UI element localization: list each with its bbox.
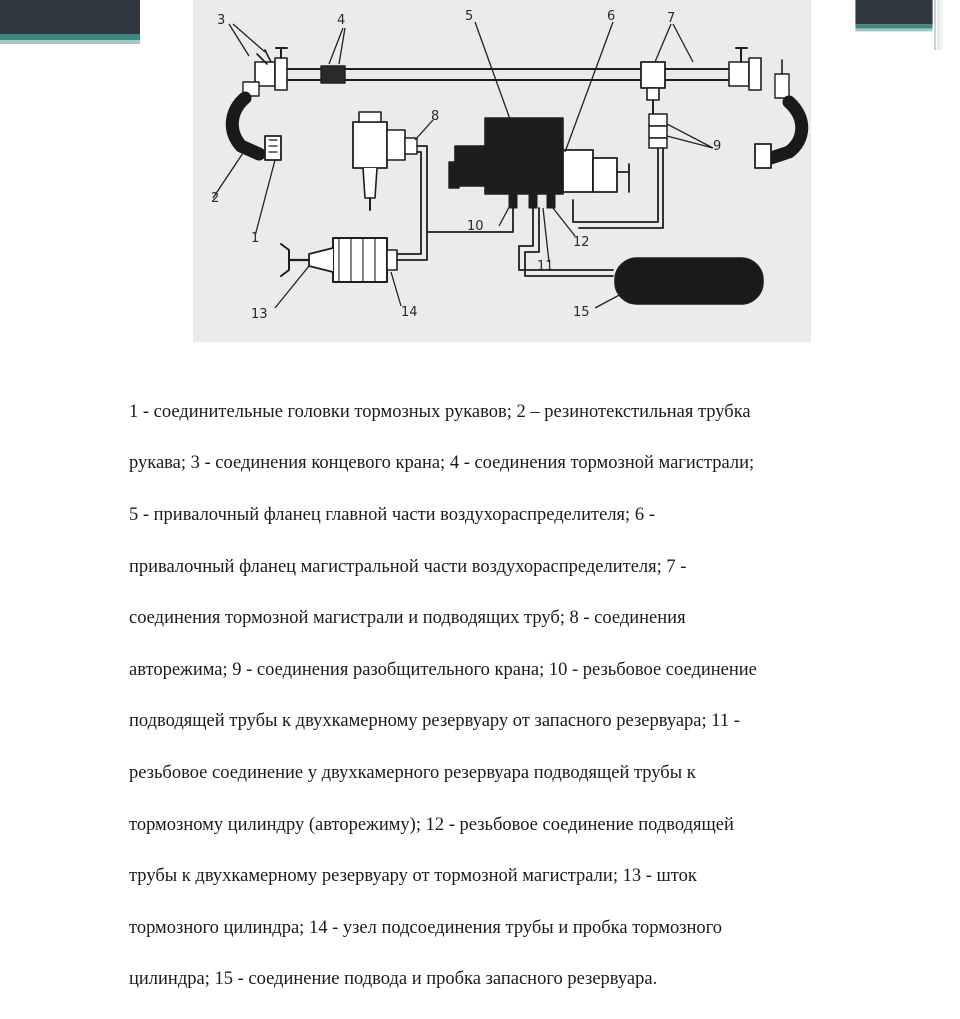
air-distributor <box>449 118 629 208</box>
main-pipe-joint <box>321 66 345 83</box>
callout-label: 10 <box>467 219 484 234</box>
brake-system-drawing <box>193 0 811 342</box>
left-coupling-head <box>265 136 281 160</box>
caption-line: рукава; 3 - соединения концевого крана; 4 - соединения тормозной магистрали; <box>129 453 755 474</box>
callout-label: 14 <box>401 305 418 320</box>
callout-label: 11 <box>537 259 554 274</box>
corner-dark-band <box>0 0 140 34</box>
diagram-caption <box>129 374 941 1019</box>
callout-label: 5 <box>465 9 474 24</box>
corner-light-band <box>855 29 932 32</box>
reservoir-supply-pipe <box>519 208 613 270</box>
callout-label: 12 <box>573 235 590 250</box>
isolating-cock <box>649 100 667 148</box>
caption-line: тормозному цилиндру (авторежиму); 12 - резьбовое соединение подводящей <box>129 814 734 835</box>
callout-label: 3 <box>217 13 226 28</box>
caption-line: соединения тормозной магистрали и подводящих труб; 8 - соединения <box>129 608 686 629</box>
callout-label: 13 <box>251 307 268 322</box>
caption-line: 1 - соединительные головки тормозных рукавов; 2 – резинотекстильная трубка <box>129 401 751 422</box>
load-sensing-valve <box>353 112 417 210</box>
caption-line: тормозного цилиндра; 14 - узел подсоединения трубы и пробка тормозного <box>129 917 723 938</box>
corner-dark-band <box>855 0 932 24</box>
brake-cylinder <box>281 238 397 282</box>
callout-label: 2 <box>211 191 220 206</box>
corner-stripe <box>938 0 940 50</box>
caption-line: трубы к двухкамерному резервуару от тормозной магистрали; 13 - шток <box>129 866 697 887</box>
callout-label: 8 <box>431 109 440 124</box>
callout-label: 4 <box>337 13 346 28</box>
corner-stripe <box>934 0 936 50</box>
left-brake-hose <box>232 98 259 154</box>
callout-label: 9 <box>713 139 722 154</box>
spare-reservoir <box>615 258 763 304</box>
caption-line: цилиндра; 15 - соединение подвода и пробка запасного резервуара. <box>129 969 658 990</box>
caption-line: подводящей трубы к двухкамерному резервуару от запасного резервуара; 11 - <box>129 711 740 732</box>
caption-line: 5 - привалочный фланец главной части воздухораспределителя; 6 - <box>129 504 655 525</box>
callout-label: 6 <box>607 9 616 24</box>
right-end-cock <box>729 48 789 98</box>
corner-light-band <box>0 40 140 44</box>
callout-label: 1 <box>251 231 260 246</box>
slide-corner-decoration-right <box>838 0 960 50</box>
corner-stripe <box>940 0 942 50</box>
right-coupling-head <box>755 144 771 168</box>
right-tee-fitting <box>641 62 665 100</box>
callout-label: 15 <box>573 305 590 320</box>
caption-line: резьбовое соединение у двухкамерного резервуара подводящей трубы к <box>129 762 696 783</box>
corner-teal-band <box>855 24 932 28</box>
corner-teal-band <box>0 34 140 40</box>
callout-label: 7 <box>667 11 676 26</box>
caption-line: привалочный фланец магистральной части воздухораспределителя; 7 - <box>129 556 687 577</box>
brake-system-diagram <box>193 0 811 342</box>
slide-corner-decoration-left <box>0 0 140 50</box>
right-brake-hose <box>771 102 802 158</box>
left-end-cock <box>243 48 287 96</box>
caption-line: авторежима; 9 - соединения разобщительного крана; 10 - резьбовое соединение <box>129 659 757 680</box>
